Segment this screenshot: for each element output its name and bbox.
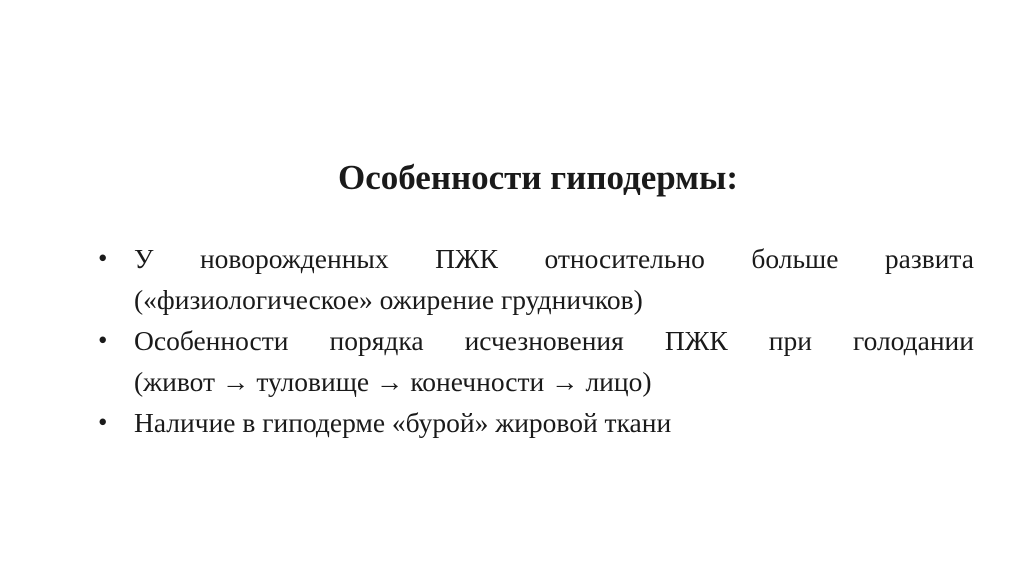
bullet-text-line: Наличие в гиподерме «бурой» жировой ткани bbox=[134, 407, 672, 438]
bullet-item-newborn-fat bbox=[98, 238, 974, 320]
bullet-item-brown-fat bbox=[98, 402, 974, 443]
bullet-text-line: (живот → туловище → конечности → лицо) bbox=[134, 366, 652, 397]
bullet-text-line: Особенности порядка исчезновения ПЖК при голодании bbox=[134, 325, 974, 356]
bullet-list bbox=[98, 238, 974, 443]
bullet-text-line: («физиологическое» ожирение грудничков) bbox=[134, 284, 643, 315]
slide-title: Особенности гиподермы: bbox=[337, 158, 739, 197]
bullet-icon: • bbox=[98, 243, 108, 273]
bullet-icon: • bbox=[98, 407, 108, 437]
bullet-text-line: У новорожденных ПЖК относительно больше развита bbox=[134, 243, 974, 274]
bullet-icon: • bbox=[98, 325, 108, 355]
bullet-item-starvation-order bbox=[98, 320, 974, 402]
